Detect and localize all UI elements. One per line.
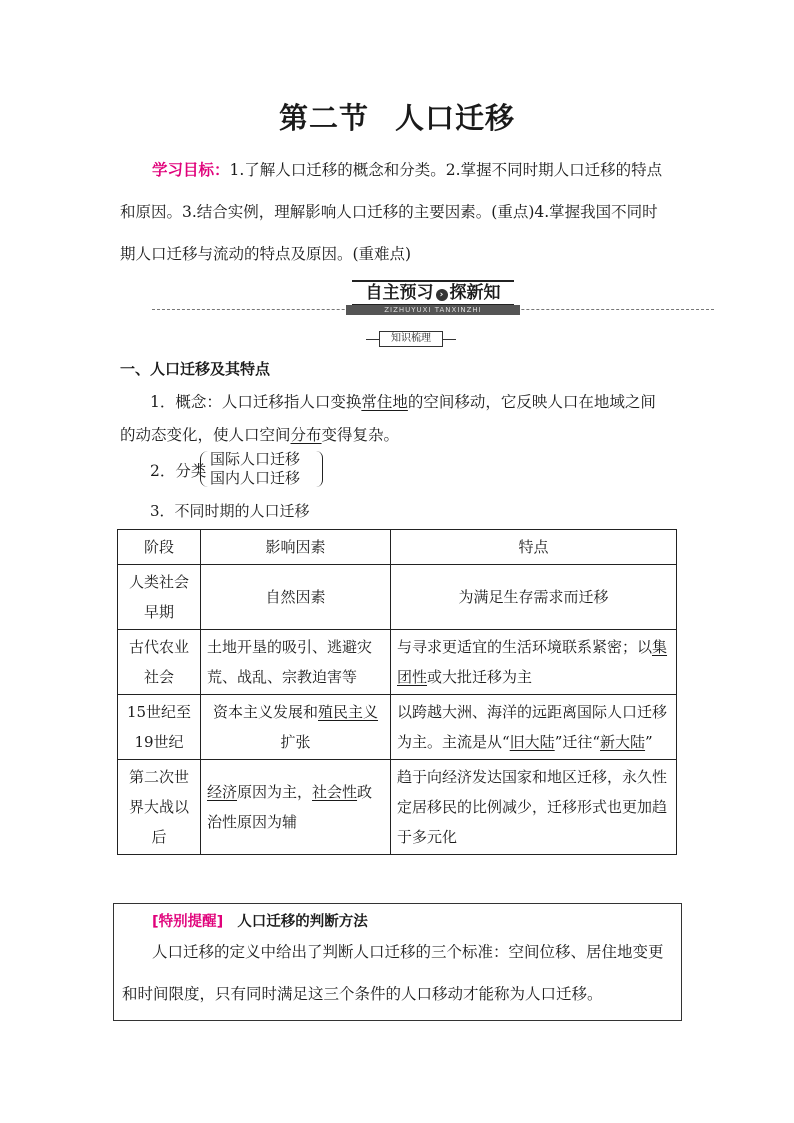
table-cell-features: 趋于向经济发达国家和地区迁移，永久性定居移民的比例减少，迁移形式也更加趋于多元化 — [391, 760, 677, 855]
table-row — [118, 630, 677, 695]
right-brace — [316, 451, 323, 487]
arrow-right-icon: › — [436, 289, 448, 301]
reminder-title: 人口迁移的判断方法 — [237, 914, 368, 930]
table-cell-stage: 15世纪至19世纪 — [118, 695, 201, 760]
knowledge-label: 知识梳理 — [379, 331, 443, 347]
title-topic: 人口迁移 — [395, 101, 516, 135]
underlined-term: 集团性 — [397, 638, 668, 686]
table-header-cell: 阶段 — [118, 530, 201, 565]
table-row — [118, 565, 677, 630]
table-row — [118, 695, 677, 760]
learning-objectives — [120, 158, 680, 263]
migration-periods-table — [117, 529, 677, 855]
table-row — [118, 760, 677, 855]
table-header-cell: 特点 — [391, 530, 677, 565]
objectives-line-1: 1.了解人口迁移的概念和分类。2.掌握不同时期人口迁移的特点 — [229, 161, 663, 179]
table-cell-stage: 第二次世界大战以后 — [118, 760, 201, 855]
table-header-cell: 影响因素 — [201, 530, 391, 565]
table-cell-features: 为满足生存需求而迁移 — [391, 565, 677, 630]
table-cell-factors: 经济原因为主，社会性政治性原因为辅 — [201, 760, 391, 855]
objectives-label: 学习目标： — [152, 161, 230, 179]
banner-right-text: 探新知 — [449, 283, 501, 303]
underlined-term: 社会性 — [312, 783, 358, 801]
classification-item: 国内人口迁移 — [210, 469, 301, 487]
reminder-line-1: 人口迁移的定义中给出了判断人口迁移的三个标准：空间位移、居住地变更 — [152, 943, 664, 961]
left-brace — [200, 451, 209, 487]
table-cell-features: 以跨越大洲、海洋的远距离国际人口迁移为主。主流是从“旧大陆”迁往“新大陆” — [391, 695, 677, 760]
underlined-term: 常住地 — [361, 393, 408, 411]
banner-left-text: 自主预习 — [365, 283, 434, 303]
reminder-tag: [特别提醒] — [152, 914, 224, 930]
table-cell-features: 与寻求更适宜的生活环境联系紧密；以集团性或大批迁移为主 — [391, 630, 677, 695]
reminder-line-2: 和时间限度，只有同时满足这三个条件的人口移动才能称为人口迁移。 — [122, 985, 603, 1003]
page-title — [0, 96, 794, 137]
objectives-line-3: 期人口迁移与流动的特点及原因。(重难点) — [120, 245, 412, 263]
table-cell-factors: 资本主义发展和殖民主义扩张 — [201, 695, 391, 760]
underlined-term: 旧大陆 — [509, 733, 555, 751]
concept-line-2: 的动态变化，使人口空间分布变得复杂。 — [120, 426, 400, 444]
objectives-line-2: 和原因。3.结合实例，理解影响人口迁移的主要因素。(重点)4.掌握我国不同时 — [120, 203, 658, 221]
section-banner — [346, 280, 520, 316]
table-header-row — [118, 530, 677, 565]
banner-pinyin: ZIZHUYUXI TANXINZHI — [346, 305, 520, 315]
table-cell-stage: 古代农业社会 — [118, 630, 201, 695]
table-cell-factors: 土地开垦的吸引、逃避灾荒、战乱、宗教迫害等 — [201, 630, 391, 695]
underlined-term: 经济 — [207, 783, 238, 801]
title-section-number: 第二节 — [278, 101, 369, 135]
knowledge-label-box — [366, 331, 456, 347]
table-cell-factors: 自然因素 — [201, 565, 391, 630]
special-reminder-box — [113, 903, 682, 1021]
classification-item: 国际人口迁移 — [210, 450, 301, 468]
concept-line-1: 1．概念：人口迁移指人口变换常住地的空间移动，它反映人口在地域之间 — [150, 393, 656, 411]
underlined-term: 新大陆 — [600, 733, 646, 751]
underlined-term: 分布 — [290, 426, 322, 444]
periods-heading: 3．不同时期的人口迁移 — [150, 502, 310, 520]
classification-label: 2．分类 — [150, 462, 207, 480]
table-cell-stage: 人类社会早期 — [118, 565, 201, 630]
underlined-term: 殖民主义 — [318, 703, 379, 721]
section-heading-1: 一、人口迁移及其特点 — [120, 360, 271, 378]
